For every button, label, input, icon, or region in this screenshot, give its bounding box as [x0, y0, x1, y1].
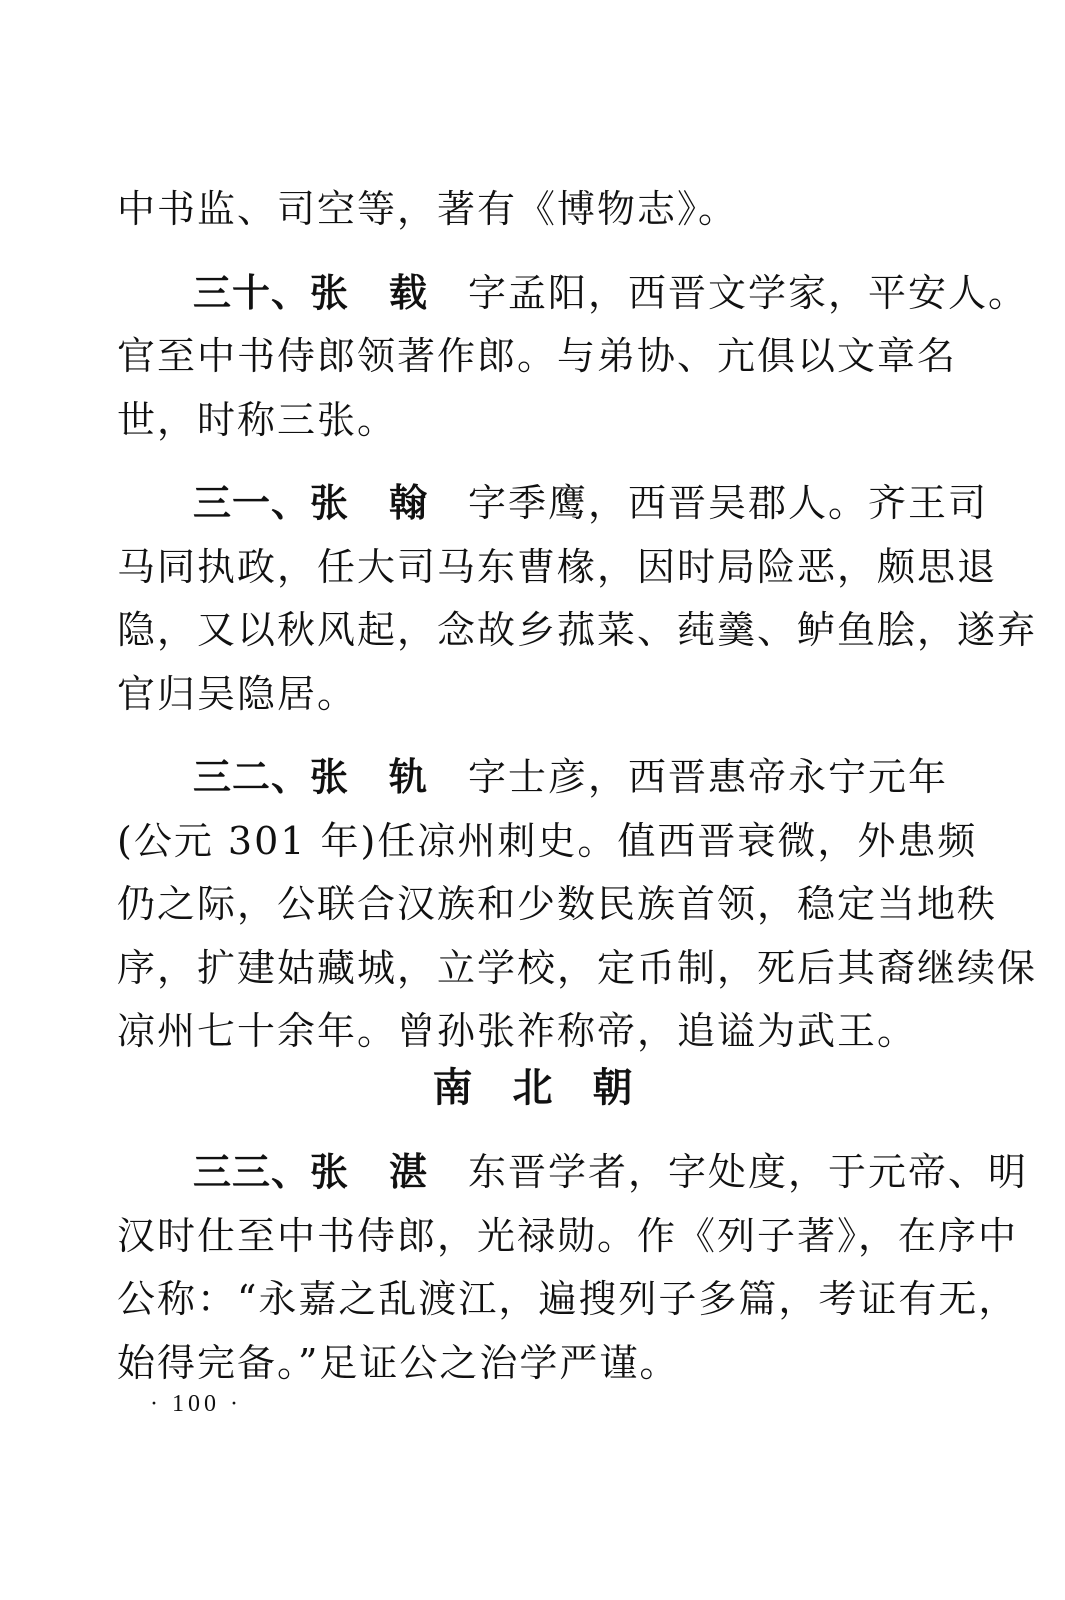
text-block-bottom — [117, 1141, 1029, 1395]
entry-line: 汉时仕至中书侍郎，光禄勋。作《列子著》，在序中 — [117, 1213, 1019, 1258]
entry-text: 字士彦，西晋惠帝永宁元年 — [468, 755, 949, 799]
entry-line: 隐，又以秋风起，念故乡菰菜、莼羹、鲈鱼脍，遂弃 — [117, 608, 1038, 652]
entry-surname: 张 — [310, 270, 350, 315]
entry-first-line — [117, 472, 989, 536]
continuation-line: 中书监、司空等，著有《博物志》。 — [117, 187, 739, 231]
entry-line: 马同执政，任大司马东曹椽，因时局险恶，颇思退 — [117, 544, 998, 589]
entry-first-line — [117, 1141, 1029, 1205]
entry-number: 三一、 — [193, 481, 311, 525]
entry-given-name: 翰 — [389, 481, 429, 525]
entry-line: 世，时称三张。 — [117, 397, 398, 442]
entry-line: 仍之际，公联合汉族和少数民族首领，稳定当地秩 — [117, 882, 998, 926]
entry-number: 三十、 — [193, 270, 311, 315]
entry-given-name: 湛 — [389, 1150, 429, 1194]
entry-text: 东晋学者，字处度，于元帝、明 — [468, 1150, 1029, 1194]
entry-33 — [117, 1141, 1029, 1395]
entry-surname: 张 — [310, 755, 350, 799]
entry-given-name: 载 — [389, 270, 429, 315]
entry-line: 公称：“永嘉之乱渡江，遍搜列子多篇，考证有无， — [117, 1277, 1019, 1321]
entry-surname: 张 — [310, 481, 350, 525]
entry-line: 序，扩建姑藏城，立学校，定币制，死后其裔继续保 — [117, 945, 1038, 990]
entry-30 — [117, 262, 1029, 453]
entry-surname: 张 — [310, 1150, 350, 1194]
entry-line: 官至中书侍郎领著作郎。与弟协、亢俱以文章名 — [117, 334, 958, 378]
entry-line: (公元 301 年)任凉州刺史。值西晋衰微，外患频 — [117, 818, 978, 863]
entry-first-line — [117, 262, 1029, 326]
entry-line: 凉州七十余年。曾孙张祚称帝，追谥为武王。 — [117, 1009, 918, 1053]
entry-line: 官归吴隐居。 — [117, 671, 358, 716]
entry-text: 字季鹰，西晋吴郡人。齐王司 — [468, 481, 989, 525]
section-title: 南北朝 — [432, 1065, 673, 1111]
entry-31 — [117, 472, 1038, 726]
text-block-top — [117, 178, 1038, 1064]
entry-number: 三三、 — [193, 1150, 311, 1194]
page-number: · 100 · — [150, 1391, 242, 1417]
entry-32 — [117, 746, 1038, 1064]
entry-line: 始得完备。”足证公之治学严谨。 — [117, 1340, 680, 1385]
entry-given-name: 轨 — [389, 755, 429, 799]
entry-first-line — [117, 746, 949, 810]
entry-number: 三二、 — [193, 755, 311, 799]
entry-text: 字孟阳，西晋文学家，平安人。 — [468, 270, 1029, 315]
